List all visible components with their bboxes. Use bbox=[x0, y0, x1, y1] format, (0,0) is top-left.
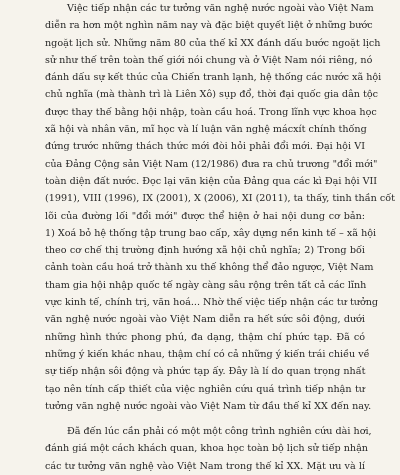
text-line: (1991), VIII (1996), IX (2001), X (2006), XI (2011), ta thấy, tinh thần cốt bbox=[45, 193, 395, 205]
text-line: chủ nghĩa (mà thành trì là Liên Xô) sụp đổ, thời đại quốc gia dân tộc bbox=[45, 89, 379, 101]
text-line: được thay thế bằng hội nhập, toàn cầu hoá. Trong lĩnh vực khoa học bbox=[45, 106, 377, 118]
text-line: tham gia hội nhập quốc tế ngày càng sâu rộng trên tất cả các lĩnh bbox=[45, 279, 367, 291]
text-line: tạo nên tính cấp thiết của việc nghiên cứu quá trình tiếp nhận tư bbox=[45, 383, 365, 395]
text-line: đứng trước những thách thức mới đòi hỏi phải đổi mới. Đại hội VI bbox=[45, 141, 365, 153]
paragraph-spacer bbox=[45, 415, 365, 423]
text-line: những ý kiến khác nhau, thậm chí có cả những ý kiến trái chiều về bbox=[45, 348, 370, 360]
text-line: sử như thế trên toàn thế giới nói chung và ở Việt Nam nói riêng, nó bbox=[45, 54, 373, 66]
text-line: sự tiếp nhận sôi động và phức tạp ấy. Đây là lí do quan trọng nhất bbox=[45, 366, 366, 378]
text-line: những hình thức phong phú, đa dạng, thậm chí phức tạp. Đã có bbox=[45, 331, 365, 343]
body-text bbox=[45, 0, 395, 475]
text-line: vực kinh tế, chính trị, văn hoá... Nhờ thế việc tiếp nhận các tư tưởng bbox=[45, 297, 379, 309]
text-line: đánh dấu sự kết thúc của Chiến tranh lạnh, hệ thống các nước xã hội bbox=[45, 72, 382, 84]
text-line: văn nghệ nước ngoài vào Việt Nam diễn ra hết sức sôi động, dưới bbox=[45, 314, 365, 326]
text-line: các tư tưởng văn nghệ vào Việt Nam trong thế kỉ XX. Mặt ưu và lí bbox=[45, 460, 365, 472]
text-line: Việc tiếp nhận các tư tưởng văn nghệ nước ngoài vào Việt Nam bbox=[67, 3, 374, 14]
paragraph-2 bbox=[45, 423, 372, 475]
text-line: đánh giá một cách khách quan, khoa học toàn bộ lịch sử tiếp nhận bbox=[45, 443, 368, 455]
text-line: cảnh toàn cầu hoá trở thành xu thế không thể đảo ngược, Việt Nam bbox=[45, 262, 374, 274]
text-line: toàn diện đất nước. Đọc lại văn kiện của Đảng qua các kì Đại hội VII bbox=[45, 175, 378, 187]
text-line: tưởng văn nghệ nước ngoài vào Việt Nam từ đầu thế kỉ XX đến nay. bbox=[45, 400, 372, 412]
text-line: diễn ra hơn một nghìn năm nay và đặc biệt quyết liệt ở những bước bbox=[45, 20, 373, 32]
text-line: xã hội và nhân văn, mĩ học và lí luận văn nghệ mácxít chính thống bbox=[45, 124, 367, 136]
text-line: của Đảng Cộng sản Việt Nam (12/1986) đưa ra chủ trương "đổi mới" bbox=[45, 158, 378, 170]
paragraph-1 bbox=[45, 0, 395, 415]
text-line: lõi của đường lối "đổi mới" được thể hiện ở hai nội dung cơ bản: bbox=[45, 210, 365, 222]
text-line: ngoặt lịch sử. Những năm 80 của thế kỉ XX đánh dấu bước ngoặt lịch bbox=[45, 37, 381, 49]
text-line: theo cơ chế thị trường định hướng xã hội chủ nghĩa; 2) Trong bối bbox=[45, 245, 365, 257]
text-line: Đã đến lúc cần phải có một một công trình nghiên cứu dài hơi, bbox=[67, 426, 372, 438]
text-line: 1) Xoá bỏ hệ thống tập trung bao cấp, xây dựng nền kinh tế – xã hội bbox=[45, 227, 377, 239]
